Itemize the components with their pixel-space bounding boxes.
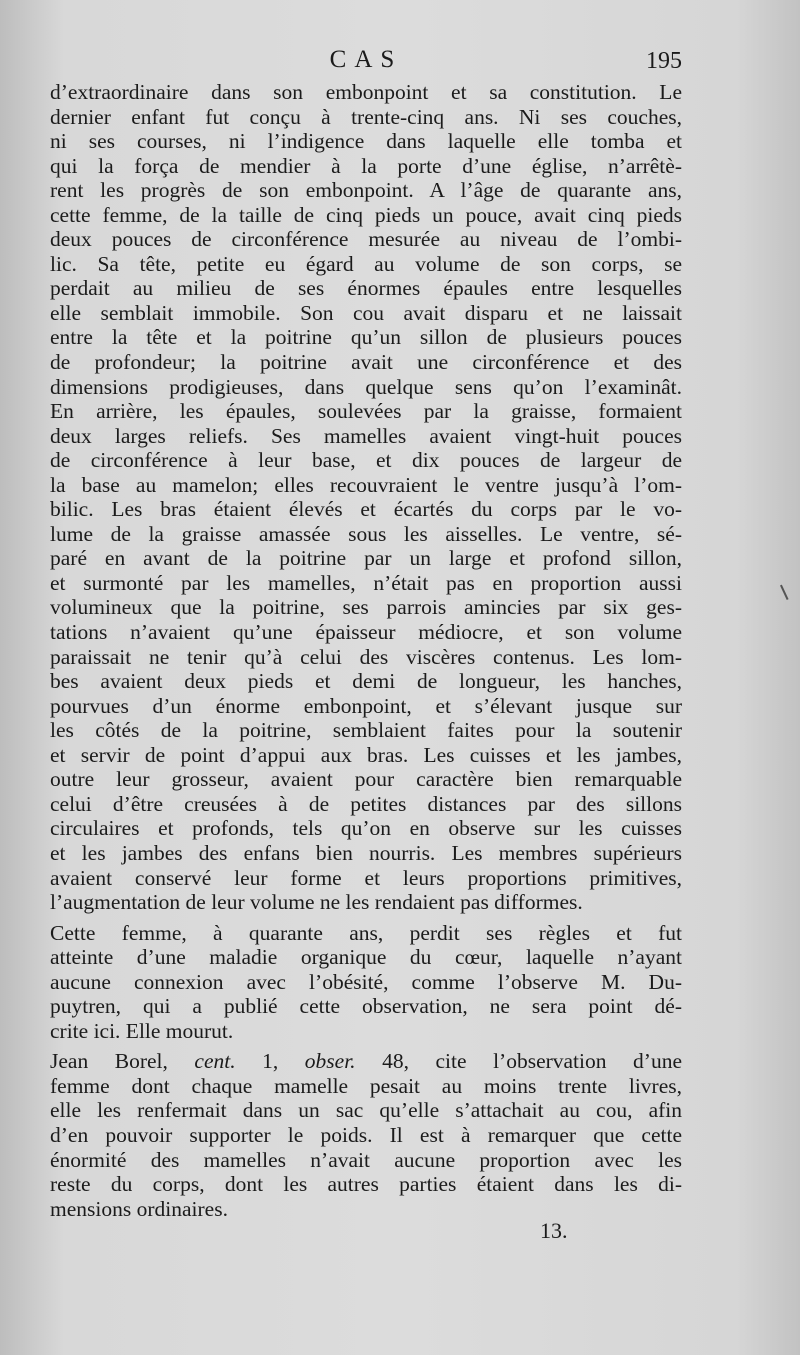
text-line: et servir de point d’appui aux bras. Les cuisses et les jambes,: [50, 742, 682, 767]
text-line: pourvues d’un énorme embonpoint, et s’élevant jusque sur: [50, 693, 682, 718]
page-number: 195: [646, 48, 682, 74]
text-fragment: Jean Borel,: [50, 1049, 195, 1074]
running-head: CAS: [329, 46, 403, 73]
text-line: énormité des mamelles n’avait aucune proportion avec les: [50, 1147, 682, 1172]
italic-reference: cent.: [194, 1049, 236, 1074]
body-text: [50, 80, 682, 1221]
text-line: crite ici. Elle mourut.: [50, 1018, 234, 1043]
text-line: qui la força de mendier à la porte d’une église, n’arrêtè-: [50, 153, 682, 178]
text-line: elle les renfermait dans un sac qu’elle s’attachait au cou, afin: [50, 1098, 682, 1123]
text-line: volumineux que la poitrine, ses parrois amincies par six ges-: [50, 595, 682, 620]
text-line: femme dont chaque mamelle pesait au moins trente livres,: [50, 1073, 682, 1098]
paragraph-2: [50, 921, 682, 1044]
text-line: tations n’avaient qu’une épaisseur médiocre, et son volume: [50, 620, 682, 645]
catchword: 13.: [540, 1218, 568, 1243]
italic-reference: obser.: [304, 1049, 356, 1074]
text-line: d’extraordinaire dans son embonpoint et sa constitution. Le: [50, 80, 682, 104]
text-line: circulaires et profonds, tels qu’on en observe sur les cuisses: [50, 816, 682, 841]
text-line: aucune connexion avec l’obésité, comme l’observe M. Du-: [50, 969, 682, 994]
margin-mark: [780, 582, 794, 600]
text-line: elle semblait immobile. Son cou avait disparu et ne laissait: [50, 300, 682, 325]
text-line: paraissait ne tenir qu’à celui des viscères contenus. Les lom-: [50, 644, 682, 669]
text-line: celui d’être creusées à de petites distances par des sillons: [50, 791, 682, 816]
text-line: puytren, qui a publié cette observation, ne sera point dé-: [50, 994, 682, 1019]
text-line: rent les progrès de son embonpoint. A l’âge de quarante ans,: [50, 178, 682, 203]
text-line: avaient conservé leur forme et leurs proportions primitives,: [50, 865, 682, 890]
text-line: la base au mamelon; elles recouvraient le ventre jusqu’à l’om-: [50, 472, 682, 497]
text-line: bes avaient deux pieds et demi de longueur, les hanches,: [50, 669, 682, 694]
text-fragment: 48, cite l’observation d’une: [355, 1049, 682, 1074]
text-line: reste du corps, dont les autres parties étaient dans les di-: [50, 1172, 682, 1197]
text-line: bilic. Les bras étaient élevés et écartés du corps par le vo-: [50, 497, 682, 522]
text-line: et surmonté par les mamelles, n’était pas en proportion aussi: [50, 570, 682, 595]
text-line: Cette femme, à quarante ans, perdit ses règles et fut: [50, 920, 682, 945]
text-line: perdait au milieu de ses énormes épaules entre lesquelles: [50, 276, 682, 301]
text-fragment: 1,: [235, 1049, 305, 1074]
text-line: ni ses courses, ni l’indigence dans laquelle elle tomba et: [50, 129, 682, 154]
text-line: de circonférence à leur base, et dix pouces de largeur de: [50, 448, 682, 473]
text-line: l’augmentation de leur volume ne les rendaient pas difformes.: [50, 890, 583, 915]
text-line: dernier enfant fut conçu à trente-cinq ans. Ni ses couches,: [50, 104, 682, 129]
text-line: deux pouces de circonférence mesurée au niveau de l’ombi-: [50, 227, 682, 252]
text-line: de profondeur; la poitrine avait une circonférence et des: [50, 350, 682, 375]
text-line: cette femme, de la taille de cinq pieds un pouce, avait cinq pieds: [50, 202, 682, 227]
text-line: les côtés de la poitrine, semblaient faites pour la soutenir: [50, 718, 682, 743]
text-line: lume de la graisse amassée sous les aisselles. Le ventre, sé-: [50, 521, 682, 546]
paragraph-1: [50, 80, 682, 915]
text-line: dimensions prodigieuses, dans quelque sens qu’on l’examinât.: [50, 374, 682, 399]
text-line: mensions ordinaires.: [50, 1196, 228, 1221]
page-header: [50, 46, 682, 78]
text-line: deux larges reliefs. Ses mamelles avaient vingt-huit pouces: [50, 423, 682, 448]
text-line: atteinte d’une maladie organique du cœur, laquelle n’ayant: [50, 945, 682, 970]
text-line: paré en avant de la poitrine par un large et profond sillon,: [50, 546, 682, 571]
text-line: entre la tête et la poitrine qu’un sillon de plusieurs pouces: [50, 325, 682, 350]
text-line: En arrière, les épaules, soulevées par la graisse, formaient: [50, 399, 682, 424]
text-line: et les jambes des enfans bien nourris. Les membres supérieurs: [50, 840, 682, 865]
text-line: outre leur grosseur, avaient pour caractère bien remarquable: [50, 767, 682, 792]
paragraph-3: [50, 1049, 682, 1221]
text-line: d’en pouvoir supporter le poids. Il est à remarquer que cette: [50, 1122, 682, 1147]
text-line: [50, 1049, 682, 1074]
text-line: lic. Sa tête, petite eu égard au volume de son corps, se: [50, 251, 682, 276]
